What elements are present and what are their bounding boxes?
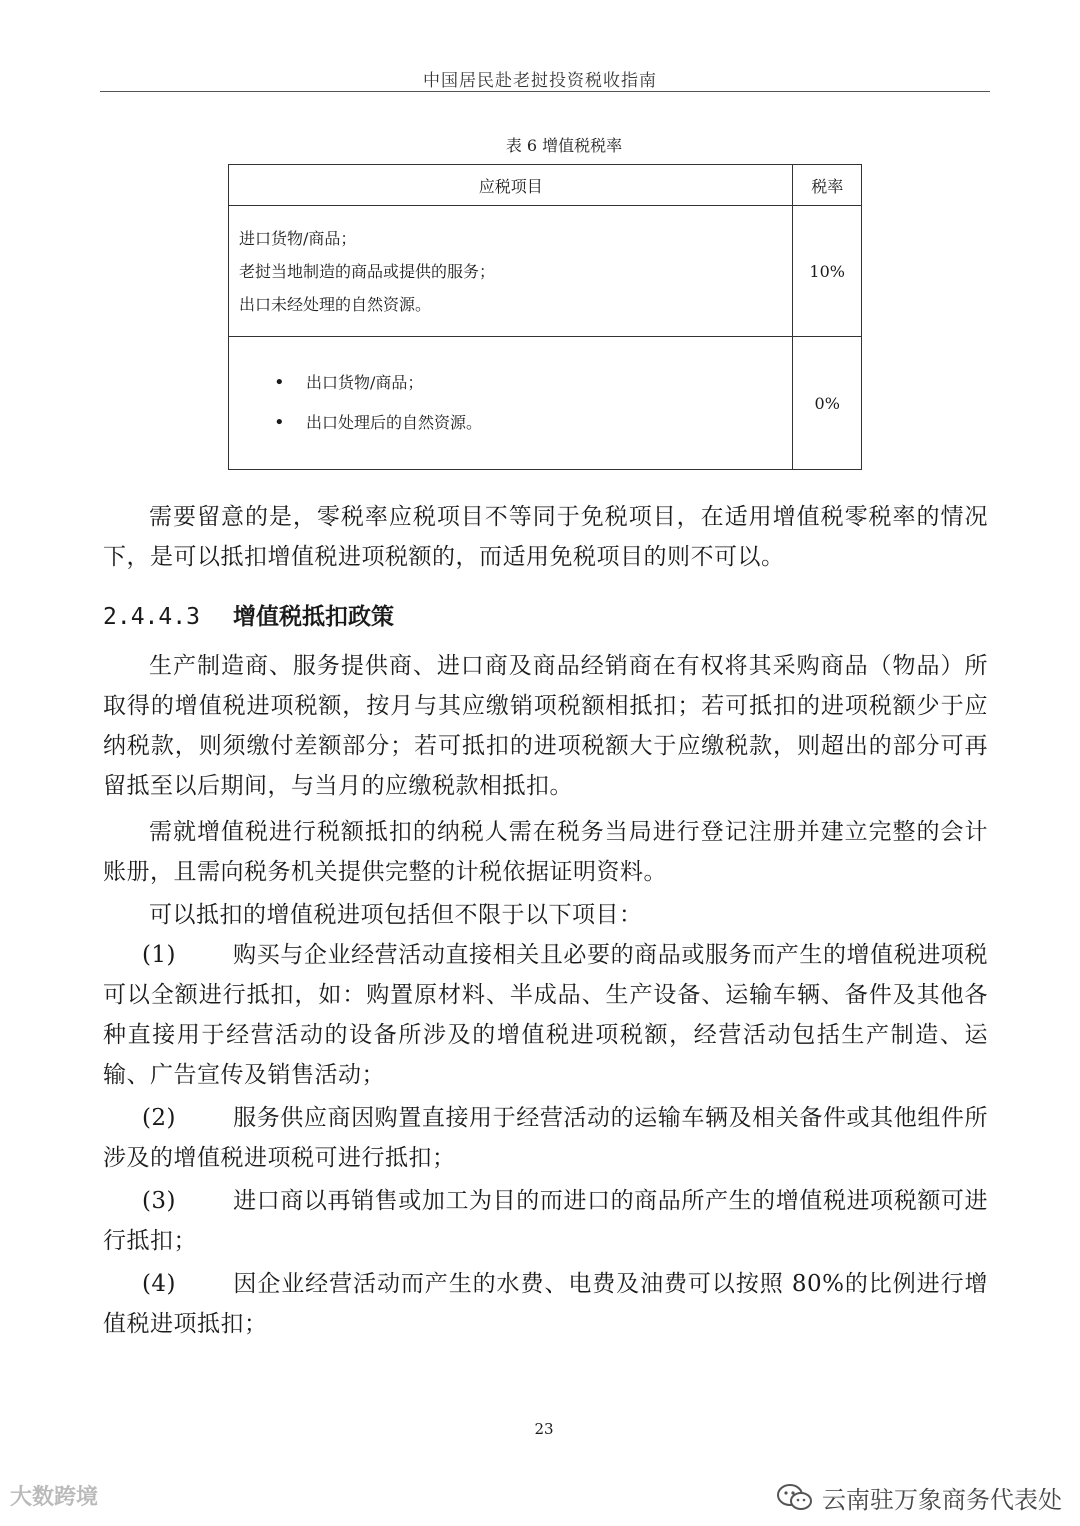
table-cell-rate: 10% (793, 206, 862, 337)
section-heading (103, 598, 394, 631)
list-text: 进口商以再销售或加工为目的而进口的商品所产生的增值税进项税额可进行抵扣； (103, 1188, 988, 1254)
table-header-row (229, 165, 862, 206)
watermark-right-text: 云南驻万象商务代表处 (822, 1486, 1062, 1514)
page-number: 23 (534, 1420, 554, 1438)
table-row (229, 337, 862, 470)
watermark-left: 大数跨境 (10, 1485, 99, 1510)
section-title: 增值税抵扣政策 (233, 604, 394, 630)
list-item (103, 935, 988, 1095)
list-item (103, 1098, 988, 1178)
body-paragraph: 需就增值税进行税额抵扣的纳税人需在税务当局进行登记注册并建立完整的会计账册，且需向税务机关提供完整的计税依据证明资料。 (103, 819, 988, 885)
bullet-item: • 出口货物/商品； (274, 363, 791, 403)
list-label: (2) (141, 1105, 177, 1131)
table-cell-rate: 0% (793, 337, 862, 470)
wechat-icon (776, 1483, 814, 1513)
list-text: 因企业经营活动而产生的水费、电费及油费可以按照 80%的比例进行增值税进项抵扣； (103, 1271, 988, 1337)
item-line: 老挝当地制造的商品或提供的服务； (239, 261, 496, 281)
list-label: (4) (141, 1271, 177, 1297)
list-item (103, 1264, 988, 1344)
watermark-right (776, 1480, 1062, 1515)
list-item (103, 1181, 988, 1261)
body-paragraph: 生产制造商、服务提供商、进口商及商品经销商在有权将其采购商品（物品）所取得的增值税进项税额，按月与其应缴销项税额相抵扣；若可抵扣的进项税额少于应纳税款，则须缴付差额部分；若可抵扣的进项税额大于应缴税款，则超出的部分可再留抵至以后期间，与当月的应缴税款相抵扣。 (103, 653, 988, 799)
bullet-item: • 出口处理后的自然资源。 (274, 403, 791, 443)
section-number: 2.4.4.3 (103, 604, 200, 630)
body-paragraph: 可以抵扣的增值税进项包括但不限于以下项目： (149, 902, 643, 928)
table-cell-items (229, 337, 793, 470)
running-header: 中国居民赴老挝投资税收指南 (423, 71, 657, 91)
table-cell-items (229, 206, 793, 337)
table-row (229, 206, 862, 337)
item-line: 进口货物/商品； (239, 228, 357, 248)
list-label: (1) (141, 942, 177, 968)
list-text: 服务供应商因购置直接用于经营活动的运输车辆及相关备件或其他组件所涉及的增值税进项税可进行抵扣； (103, 1105, 988, 1171)
col-header-item: 应税项目 (229, 165, 793, 206)
list-label: (3) (141, 1188, 177, 1214)
table-caption: 表 6 增值税税率 (505, 136, 623, 155)
item-line: 出口未经处理的自然资源。 (239, 294, 432, 314)
bullet-list (230, 363, 791, 443)
vat-rate-table (228, 164, 862, 470)
col-header-rate: 税率 (793, 165, 862, 206)
list-text: 购买与企业经营活动直接相关且必要的商品或服务而产生的增值税进项税可以全额进行抵扣，如：购置原材料、半成品、生产设备、运输车辆、备件及其他各种直接用于经营活动的设备所涉及的增值税进项税额，经营活动包括生产制造、运输、广告宣传及销售活动； (103, 942, 988, 1088)
note-paragraph: 需要留意的是，零税率应税项目不等同于免税项目，在适用增值税零税率的情况下，是可以抵扣增值税进项税额的，而适用免税项目的则不可以。 (103, 504, 988, 570)
header-rule (100, 91, 990, 92)
